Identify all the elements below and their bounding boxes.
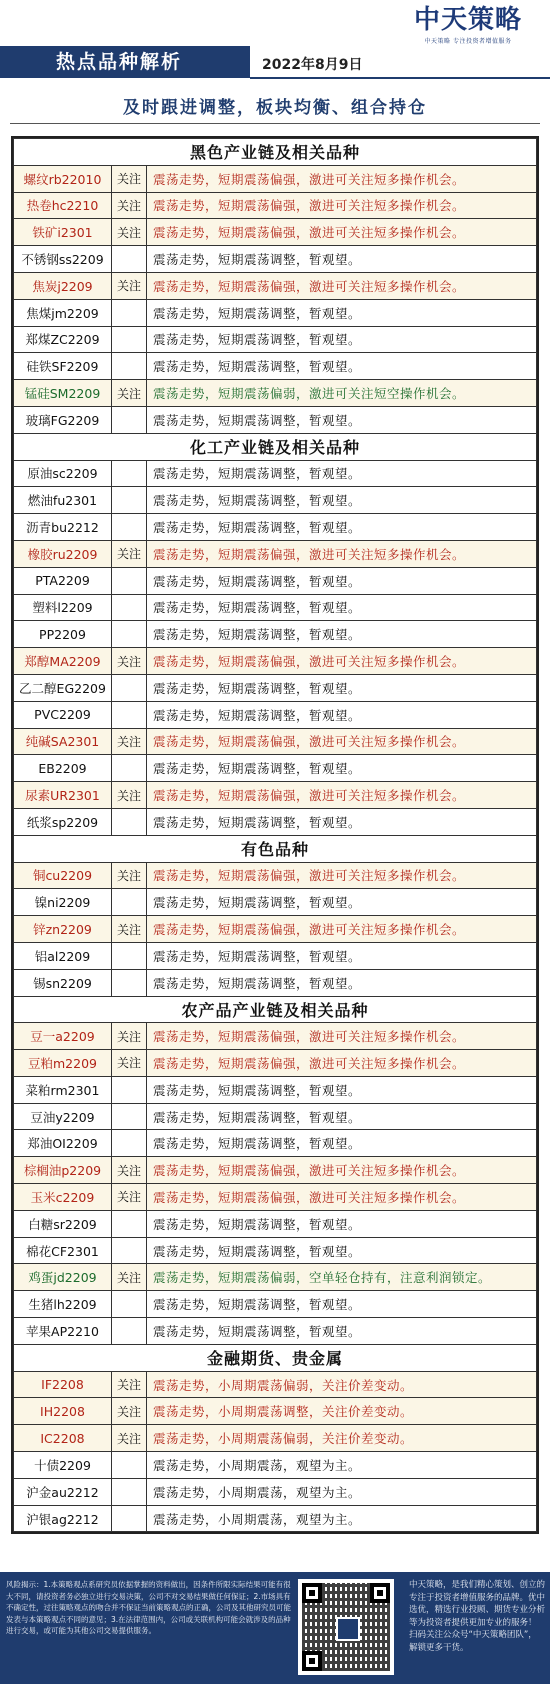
attention-flag: 关注 — [112, 540, 147, 567]
analysis-text: 震荡走势，小周期震荡，观望为主。 — [147, 1478, 537, 1505]
contract-name: 生猪lh2209 — [14, 1291, 112, 1318]
contract-name: 焦煤jm2209 — [14, 299, 112, 326]
qr-finder-bottom-left — [302, 1651, 322, 1671]
analysis-text: 震荡走势，短期震荡调整，暂观望。 — [147, 1130, 537, 1157]
attention-flag — [112, 1291, 147, 1318]
analysis-text: 震荡走势，短期震荡调整，暂观望。 — [147, 487, 537, 514]
analysis-text: 震荡走势，短期震荡偏强，激进可关注短多操作机会。 — [147, 648, 537, 675]
table-row — [14, 674, 537, 701]
analysis-text: 震荡走势，小周期震荡，观望为主。 — [147, 1505, 537, 1532]
analysis-text: 震荡走势，短期震荡偏强，激进可关注短多操作机会。 — [147, 1023, 537, 1050]
analysis-text: 震荡走势，短期震荡偏强，激进可关注短多操作机会。 — [147, 165, 537, 192]
attention-flag — [112, 406, 147, 433]
attention-flag — [112, 674, 147, 701]
analysis-text: 震荡走势，短期震荡偏强，激进可关注短多操作机会。 — [147, 1157, 537, 1184]
table-row — [14, 1237, 537, 1264]
table-row — [14, 1210, 537, 1237]
contract-name: 铝al2209 — [14, 942, 112, 969]
table-row — [14, 1130, 537, 1157]
section-title: 有色品种 — [14, 835, 537, 862]
table-row — [14, 540, 537, 567]
table-row — [14, 1050, 537, 1077]
attention-flag — [112, 755, 147, 782]
attention-flag: 关注 — [112, 1371, 147, 1398]
attention-flag: 关注 — [112, 219, 147, 246]
attention-flag: 关注 — [112, 648, 147, 675]
table-row — [14, 916, 537, 943]
contract-name: PVC2209 — [14, 701, 112, 728]
attention-flag: 关注 — [112, 1050, 147, 1077]
table-row — [14, 1371, 537, 1398]
analysis-text: 震荡走势，短期震荡调整，暂观望。 — [147, 1237, 537, 1264]
brand-logo — [414, 6, 522, 45]
contract-name: PP2209 — [14, 621, 112, 648]
attention-flag — [112, 1505, 147, 1532]
contract-name: IF2208 — [14, 1371, 112, 1398]
analysis-text: 震荡走势，短期震荡调整，暂观望。 — [147, 406, 537, 433]
table-row — [14, 406, 537, 433]
attention-flag — [112, 1237, 147, 1264]
analysis-text: 震荡走势，短期震荡偏强，激进可关注短多操作机会。 — [147, 1184, 537, 1211]
section-title: 黑色产业链及相关品种 — [14, 139, 537, 166]
contract-name: 热卷hc2210 — [14, 192, 112, 219]
contract-name: 纸浆sp2209 — [14, 808, 112, 835]
analysis-text: 震荡走势，短期震荡调整，暂观望。 — [147, 969, 537, 996]
table-row — [14, 165, 537, 192]
table-row — [14, 1264, 537, 1291]
attention-flag: 关注 — [112, 1157, 147, 1184]
analysis-text: 震荡走势，短期震荡偏强，激进可关注短多操作机会。 — [147, 782, 537, 809]
contract-name: 铜cu2209 — [14, 862, 112, 889]
analysis-text: 震荡走势，短期震荡调整，暂观望。 — [147, 1210, 537, 1237]
contract-name: 锡sn2209 — [14, 969, 112, 996]
attention-flag — [112, 808, 147, 835]
contract-name: 螺纹rb22010 — [14, 165, 112, 192]
table-row — [14, 648, 537, 675]
attention-flag: 关注 — [112, 862, 147, 889]
report-date: 2022年8月9日 — [262, 57, 363, 73]
footer — [0, 1572, 550, 1684]
table-row — [14, 969, 537, 996]
contract-name: 焦炭j2209 — [14, 272, 112, 299]
analysis-text: 震荡走势，短期震荡调整，暂观望。 — [147, 1291, 537, 1318]
analysis-text: 震荡走势，短期震荡调整，暂观望。 — [147, 326, 537, 353]
brand-subtitle: 中天策略 专注投资者增值服务 — [424, 38, 512, 45]
table-row — [14, 1076, 537, 1103]
attention-flag — [112, 460, 147, 487]
table-row — [14, 889, 537, 916]
attention-flag: 关注 — [112, 916, 147, 943]
tagline-divider — [10, 123, 540, 124]
contract-name: 鸡蛋jd2209 — [14, 1264, 112, 1291]
contract-name: 尿素UR2301 — [14, 782, 112, 809]
contract-name: 不锈钢ss2209 — [14, 246, 112, 273]
analysis-text: 震荡走势，短期震荡调整，暂观望。 — [147, 1076, 537, 1103]
contract-name: 乙二醇EG2209 — [14, 674, 112, 701]
contract-name: 硅铁SF2209 — [14, 353, 112, 380]
analysis-text: 震荡走势，短期震荡调整，暂观望。 — [147, 942, 537, 969]
table-row — [14, 514, 537, 541]
analysis-text: 震荡走势，短期震荡调整，暂观望。 — [147, 1103, 537, 1130]
table-row — [14, 1478, 537, 1505]
attention-flag — [112, 353, 147, 380]
attention-flag — [112, 621, 147, 648]
analysis-text: 震荡走势，短期震荡偏弱，空单轻仓持有，注意利润锁定。 — [147, 1264, 537, 1291]
attention-flag — [112, 1076, 147, 1103]
attention-flag — [112, 1210, 147, 1237]
contract-name: 沪银ag2212 — [14, 1505, 112, 1532]
attention-flag: 关注 — [112, 1264, 147, 1291]
table-row — [14, 782, 537, 809]
table-row — [14, 219, 537, 246]
table-row — [14, 755, 537, 782]
analysis-text: 震荡走势，短期震荡偏强，激进可关注短多操作机会。 — [147, 728, 537, 755]
contract-name: 棕榈油p2209 — [14, 1157, 112, 1184]
analysis-text: 震荡走势，短期震荡调整，暂观望。 — [147, 514, 537, 541]
analysis-text: 震荡走势，短期震荡调整，暂观望。 — [147, 808, 537, 835]
banner-underline — [250, 77, 550, 79]
analysis-text: 震荡走势，短期震荡调整，暂观望。 — [147, 567, 537, 594]
table-row — [14, 460, 537, 487]
follow-prompt: 扫码关注公众号“中天策略团队”，解锁更多干货。 — [409, 1630, 537, 1653]
analysis-table — [11, 136, 539, 1534]
table-row — [14, 1452, 537, 1479]
analysis-text: 震荡走势，短期震荡调整，暂观望。 — [147, 594, 537, 621]
qr-code-icon[interactable] — [298, 1579, 394, 1675]
risk-disclosure: 风险揭示：1.本策略观点系研究员依据掌握的资料做出，因条件所限实际结果可能有很大不同，请投资者务必独立进行交易决策，公司不对交易结果做任何保证；2.市场具有不确定性，过往策略观点的吻合并不保证当前策略观点的正确，公司及其他研究员可能发表与本策略观点不同的意见；3.在法律范围内，公司或关联机构可能会就涉及的品种进行交易，或可能为其他公司交易提供服务。 — [6, 1580, 291, 1635]
contract-name: 沪金au2212 — [14, 1478, 112, 1505]
attention-flag — [112, 567, 147, 594]
contract-name: 橡胶ru2209 — [14, 540, 112, 567]
section-header-row — [14, 996, 537, 1023]
attention-flag — [112, 1452, 147, 1479]
table-row — [14, 1398, 537, 1425]
attention-flag: 关注 — [112, 728, 147, 755]
table-row — [14, 353, 537, 380]
analysis-text: 震荡走势，短期震荡调整，暂观望。 — [147, 674, 537, 701]
attention-flag — [112, 1478, 147, 1505]
table-row — [14, 192, 537, 219]
table-row — [14, 1023, 537, 1050]
contract-name: 郑油OI2209 — [14, 1130, 112, 1157]
attention-flag — [112, 942, 147, 969]
table-row — [14, 272, 537, 299]
section-header-row — [14, 433, 537, 460]
attention-flag — [112, 889, 147, 916]
contract-name: 铁矿i2301 — [14, 219, 112, 246]
analysis-text: 震荡走势，短期震荡调整，暂观望。 — [147, 246, 537, 273]
attention-flag: 关注 — [112, 272, 147, 299]
contract-name: 豆一a2209 — [14, 1023, 112, 1050]
analysis-text: 震荡走势，短期震荡调整，暂观望。 — [147, 353, 537, 380]
contract-name: 原油sc2209 — [14, 460, 112, 487]
attention-flag: 关注 — [112, 192, 147, 219]
attention-flag — [112, 969, 147, 996]
analysis-text: 震荡走势，小周期震荡偏弱，关注价差变动。 — [147, 1371, 537, 1398]
attention-flag — [112, 514, 147, 541]
analysis-text: 震荡走势，短期震荡偏强，激进可关注短多操作机会。 — [147, 916, 537, 943]
table-row — [14, 1291, 537, 1318]
contract-name: 锌zn2209 — [14, 916, 112, 943]
attention-flag — [112, 487, 147, 514]
brand-intro — [409, 1579, 545, 1654]
table-row — [14, 1157, 537, 1184]
analysis-text: 震荡走势，短期震荡偏强，激进可关注短多操作机会。 — [147, 219, 537, 246]
brand-intro-text: 中天策略，是我们精心策划、创立的专注于投资者增值服务的品牌。优中选优，精选行业投顾、期货专业分析等为投资者提供更加专业的服务！ — [409, 1580, 546, 1628]
analysis-text: 震荡走势，短期震荡调整，暂观望。 — [147, 299, 537, 326]
table-row — [14, 808, 537, 835]
table-row — [14, 246, 537, 273]
brand-name: 中天策略 — [413, 5, 522, 35]
contract-name: 苹果AP2210 — [14, 1318, 112, 1345]
table-row — [14, 487, 537, 514]
qr-finder-top-right — [370, 1583, 390, 1603]
attention-flag: 关注 — [112, 165, 147, 192]
analysis-text: 震荡走势，小周期震荡，观望为主。 — [147, 1452, 537, 1479]
analysis-text: 震荡走势，短期震荡调整，暂观望。 — [147, 755, 537, 782]
analysis-text: 震荡走势，短期震荡偏强，激进可关注短多操作机会。 — [147, 540, 537, 567]
analysis-text: 震荡走势，短期震荡调整，暂观望。 — [147, 1318, 537, 1345]
contract-name: 沥青bu2212 — [14, 514, 112, 541]
contract-name: 白糖sr2209 — [14, 1210, 112, 1237]
attention-flag: 关注 — [112, 1184, 147, 1211]
analysis-table-body — [14, 139, 537, 1532]
contract-name: PTA2209 — [14, 567, 112, 594]
table-row — [14, 1103, 537, 1130]
contract-name: 燃油fu2301 — [14, 487, 112, 514]
analysis-text: 震荡走势，短期震荡调整，暂观望。 — [147, 460, 537, 487]
table-row — [14, 701, 537, 728]
table-row — [14, 326, 537, 353]
contract-name: 锰硅SM2209 — [14, 380, 112, 407]
section-header-row — [14, 835, 537, 862]
analysis-text: 震荡走势，短期震荡偏强，激进可关注短多操作机会。 — [147, 272, 537, 299]
analysis-text: 震荡走势，短期震荡调整，暂观望。 — [147, 701, 537, 728]
tagline: 及时跟进调整，板块均衡、组合持仓 — [123, 98, 427, 118]
attention-flag: 关注 — [112, 1425, 147, 1452]
analysis-text: 震荡走势，短期震荡调整，暂观望。 — [147, 621, 537, 648]
contract-name: EB2209 — [14, 755, 112, 782]
table-row — [14, 728, 537, 755]
page-title: 热点品种解析 — [56, 51, 183, 73]
attention-flag — [112, 1103, 147, 1130]
contract-name: 镍ni2209 — [14, 889, 112, 916]
contract-name: 纯碱SA2301 — [14, 728, 112, 755]
table-row — [14, 1318, 537, 1345]
attention-flag: 关注 — [112, 1398, 147, 1425]
contract-name: 棉花CF2301 — [14, 1237, 112, 1264]
contract-name: IC2208 — [14, 1425, 112, 1452]
analysis-text: 震荡走势，短期震荡偏强，激进可关注短多操作机会。 — [147, 1050, 537, 1077]
table-row — [14, 1425, 537, 1452]
table-row — [14, 862, 537, 889]
contract-name: 玻璃FG2209 — [14, 406, 112, 433]
contract-name: 豆粕m2209 — [14, 1050, 112, 1077]
table-row — [14, 594, 537, 621]
qr-center-logo — [336, 1617, 360, 1641]
attention-flag — [112, 701, 147, 728]
attention-flag — [112, 326, 147, 353]
analysis-text: 震荡走势，短期震荡偏强，激进可关注短多操作机会。 — [147, 192, 537, 219]
analysis-text: 震荡走势，短期震荡调整，暂观望。 — [147, 889, 537, 916]
contract-name: 玉米c2209 — [14, 1184, 112, 1211]
contract-name: IH2208 — [14, 1398, 112, 1425]
title-banner — [0, 46, 250, 78]
attention-flag: 关注 — [112, 782, 147, 809]
qr-finder-top-left — [302, 1583, 322, 1603]
analysis-text: 震荡走势，短期震荡偏弱，激进可关注短空操作机会。 — [147, 380, 537, 407]
table-row — [14, 567, 537, 594]
table-row — [14, 942, 537, 969]
table-row — [14, 1184, 537, 1211]
section-title: 金融期货、贵金属 — [14, 1344, 537, 1371]
attention-flag — [112, 1130, 147, 1157]
analysis-text: 震荡走势，小周期震荡调整，关注价差变动。 — [147, 1398, 537, 1425]
section-header-row — [14, 1344, 537, 1371]
attention-flag: 关注 — [112, 380, 147, 407]
table-row — [14, 380, 537, 407]
contract-name: 塑料l2209 — [14, 594, 112, 621]
attention-flag — [112, 594, 147, 621]
table-row — [14, 299, 537, 326]
section-title: 农产品产业链及相关品种 — [14, 996, 537, 1023]
contract-name: 豆油y2209 — [14, 1103, 112, 1130]
attention-flag — [112, 246, 147, 273]
section-title: 化工产业链及相关品种 — [14, 433, 537, 460]
table-row — [14, 621, 537, 648]
contract-name: 十债2209 — [14, 1452, 112, 1479]
table-row — [14, 1505, 537, 1532]
contract-name: 郑煤ZC2209 — [14, 326, 112, 353]
attention-flag: 关注 — [112, 1023, 147, 1050]
analysis-text: 震荡走势，小周期震荡偏弱，关注价差变动。 — [147, 1425, 537, 1452]
attention-flag — [112, 299, 147, 326]
attention-flag — [112, 1318, 147, 1345]
analysis-text: 震荡走势，短期震荡偏强，激进可关注短多操作机会。 — [147, 862, 537, 889]
section-header-row — [14, 139, 537, 166]
contract-name: 菜粕rm2301 — [14, 1076, 112, 1103]
contract-name: 郑醇MA2209 — [14, 648, 112, 675]
